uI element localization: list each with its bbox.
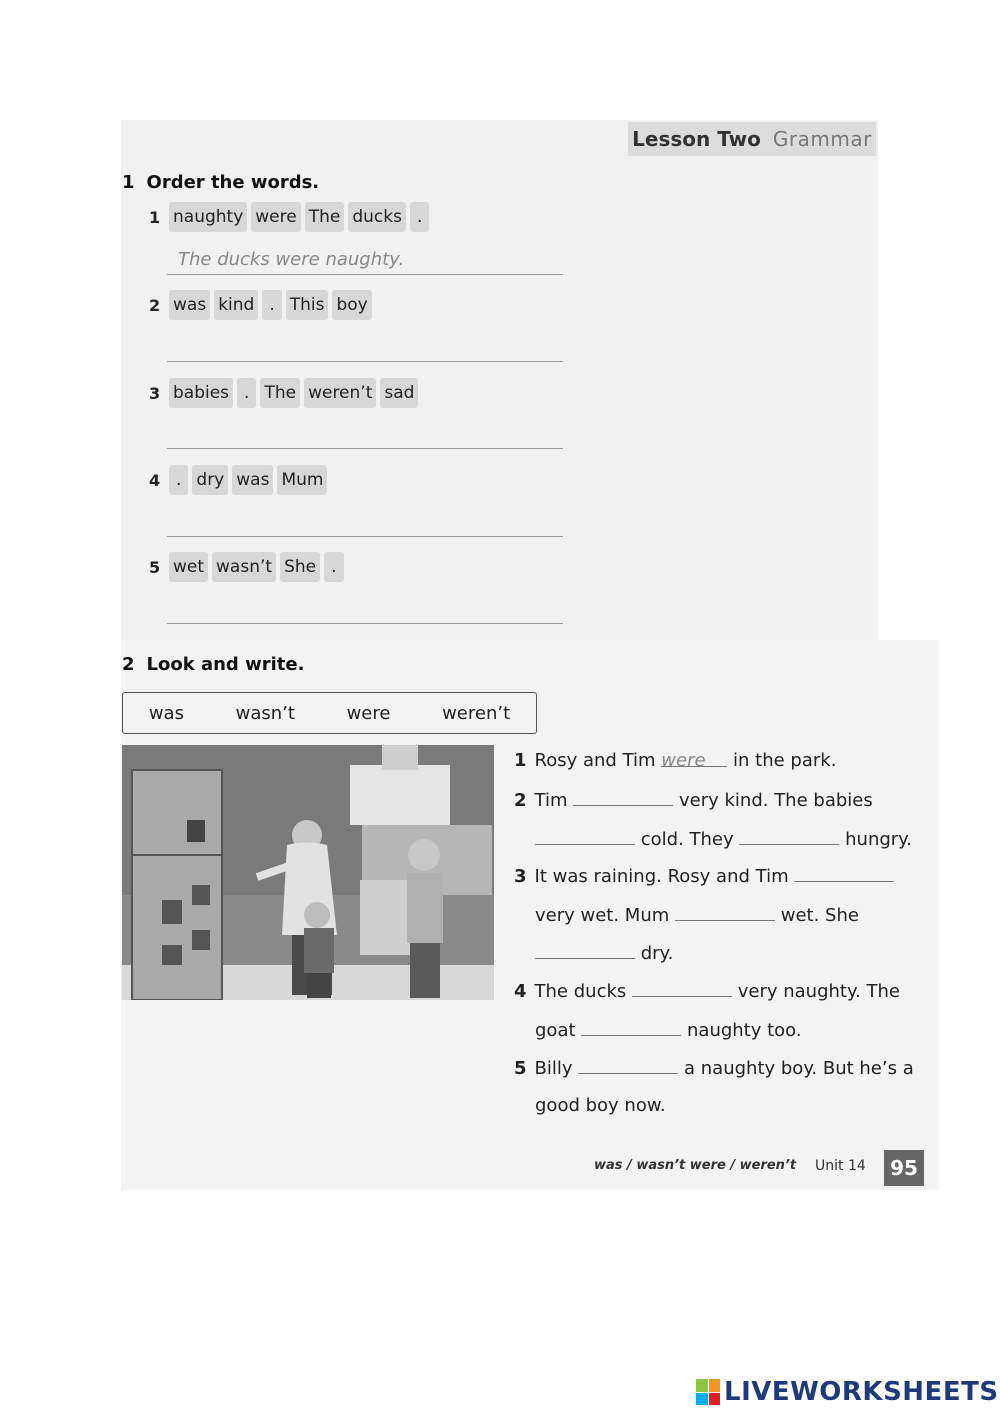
- ex2-text: It was raining. Rosy and Tim: [534, 866, 789, 887]
- ex2-line-2: [514, 789, 873, 811]
- word-tile[interactable]: She: [280, 552, 320, 582]
- word-bank: [122, 692, 537, 734]
- ex2-text: wet. She: [780, 905, 859, 926]
- answer-line-2[interactable]: [167, 360, 563, 362]
- word-bank-item: was: [148, 702, 184, 724]
- ex2-text: very naughty. The: [737, 981, 900, 1002]
- topic-label: Grammar: [772, 127, 872, 151]
- lesson-label: Lesson Two: [632, 127, 761, 151]
- ex2-num: 5: [514, 1058, 527, 1079]
- word-bank-item: weren’t: [442, 702, 511, 724]
- word-tiles-4: [169, 465, 327, 495]
- answer-blank[interactable]: [581, 1019, 681, 1036]
- word-tile[interactable]: naughty: [169, 202, 247, 232]
- answer-blank[interactable]: [535, 942, 635, 959]
- item-number: 1: [149, 208, 161, 227]
- ex2-line-6: [535, 942, 673, 964]
- answer-blank[interactable]: [535, 828, 635, 845]
- ex2-text: good boy now.: [535, 1095, 666, 1116]
- page-number: 95: [884, 1150, 924, 1186]
- section2-heading: [122, 654, 304, 675]
- lesson-header: [628, 122, 876, 156]
- word-tile[interactable]: .: [410, 202, 429, 232]
- word-tile[interactable]: .: [169, 465, 188, 495]
- ex2-num: 3: [514, 866, 527, 887]
- section1-heading: [122, 172, 319, 193]
- word-tile[interactable]: The: [305, 202, 345, 232]
- ex2-line-5: [535, 904, 859, 926]
- word-tile[interactable]: .: [237, 378, 256, 408]
- answer-blank[interactable]: [632, 980, 732, 997]
- ex2-text: Rosy and Tim: [534, 750, 656, 771]
- answer-blank[interactable]: were: [661, 750, 727, 767]
- word-tile[interactable]: weren’t: [304, 378, 376, 408]
- word-tile[interactable]: ducks: [348, 202, 406, 232]
- ex2-text: very kind. The babies: [678, 790, 873, 811]
- ex2-line-3: [535, 828, 912, 850]
- ex2-text: naughty too.: [687, 1020, 802, 1041]
- ex2-num: 4: [514, 981, 527, 1002]
- ex2-line-7: [514, 980, 900, 1002]
- ex2-text: hungry.: [845, 829, 912, 850]
- ex2-text: a naughty boy. But he’s a: [684, 1058, 914, 1079]
- word-tile[interactable]: sad: [380, 378, 418, 408]
- liveworksheets-logo-icon: [696, 1379, 720, 1405]
- ex2-line-8: [535, 1019, 802, 1041]
- word-tile[interactable]: .: [262, 290, 281, 320]
- item-number: 3: [149, 384, 161, 403]
- ex2-text: goat: [535, 1020, 576, 1041]
- word-tiles-3: [169, 378, 418, 408]
- item-number: 5: [149, 558, 161, 577]
- item-number: 4: [149, 471, 161, 490]
- liveworksheets-logo: [696, 1377, 999, 1407]
- footer-grammar: was / wasn’t were / weren’t: [594, 1158, 797, 1173]
- word-bank-item: wasn’t: [235, 702, 295, 724]
- word-tile[interactable]: wet: [169, 552, 208, 582]
- word-tile[interactable]: boy: [332, 290, 371, 320]
- answer-line-4[interactable]: [167, 535, 563, 537]
- word-tile[interactable]: Mum: [277, 465, 327, 495]
- ex2-text: dry.: [640, 943, 674, 964]
- word-tile[interactable]: babies: [169, 378, 233, 408]
- ex2-text: very wet. Mum: [535, 905, 670, 926]
- section1-title: Order the words.: [146, 172, 320, 193]
- word-tiles-2: [169, 290, 372, 320]
- section1-number: 1: [122, 172, 135, 193]
- word-tile[interactable]: was: [169, 290, 210, 320]
- ex2-text: Tim: [534, 790, 568, 811]
- answer-blank[interactable]: [573, 789, 673, 806]
- word-bank-item: were: [346, 702, 391, 724]
- kitchen-illustration: [122, 745, 494, 1000]
- ex2-line-10: [535, 1095, 666, 1116]
- word-tile[interactable]: This: [286, 290, 329, 320]
- ex2-text: in the park.: [733, 750, 837, 771]
- ex2-line-9: [514, 1057, 914, 1079]
- ex2-text: The ducks: [534, 981, 627, 1002]
- answer-blank[interactable]: [739, 828, 839, 845]
- word-tile[interactable]: dry: [192, 465, 228, 495]
- word-tile[interactable]: kind: [214, 290, 258, 320]
- ex2-num: 1: [514, 750, 527, 771]
- word-tile[interactable]: wasn’t: [212, 552, 276, 582]
- answer-line-3[interactable]: [167, 447, 563, 449]
- word-tiles-5: [169, 552, 344, 582]
- ex2-text: Billy: [534, 1058, 573, 1079]
- brand-name: LIVEWORKSHEETS: [724, 1377, 999, 1407]
- answer-line-5[interactable]: [167, 622, 563, 624]
- footer-unit: Unit 14: [815, 1158, 866, 1174]
- ex2-line-4: [514, 865, 894, 887]
- word-tile[interactable]: was: [232, 465, 273, 495]
- model-answer: The ducks were naughty.: [178, 249, 405, 270]
- item-number: 2: [149, 296, 161, 315]
- answer-blank[interactable]: [578, 1057, 678, 1074]
- section2-title: Look and write.: [146, 654, 305, 675]
- word-tile[interactable]: were: [251, 202, 300, 232]
- word-tiles-1: [169, 202, 429, 232]
- answer-blank[interactable]: [794, 865, 894, 882]
- ex2-text: cold. They: [640, 829, 734, 850]
- answer-line-1[interactable]: [167, 273, 563, 275]
- word-tile[interactable]: .: [324, 552, 343, 582]
- section2-number: 2: [122, 654, 135, 675]
- ex2-num: 2: [514, 790, 527, 811]
- answer-blank[interactable]: [675, 904, 775, 921]
- word-tile[interactable]: The: [260, 378, 300, 408]
- ex2-line-1: [514, 750, 836, 771]
